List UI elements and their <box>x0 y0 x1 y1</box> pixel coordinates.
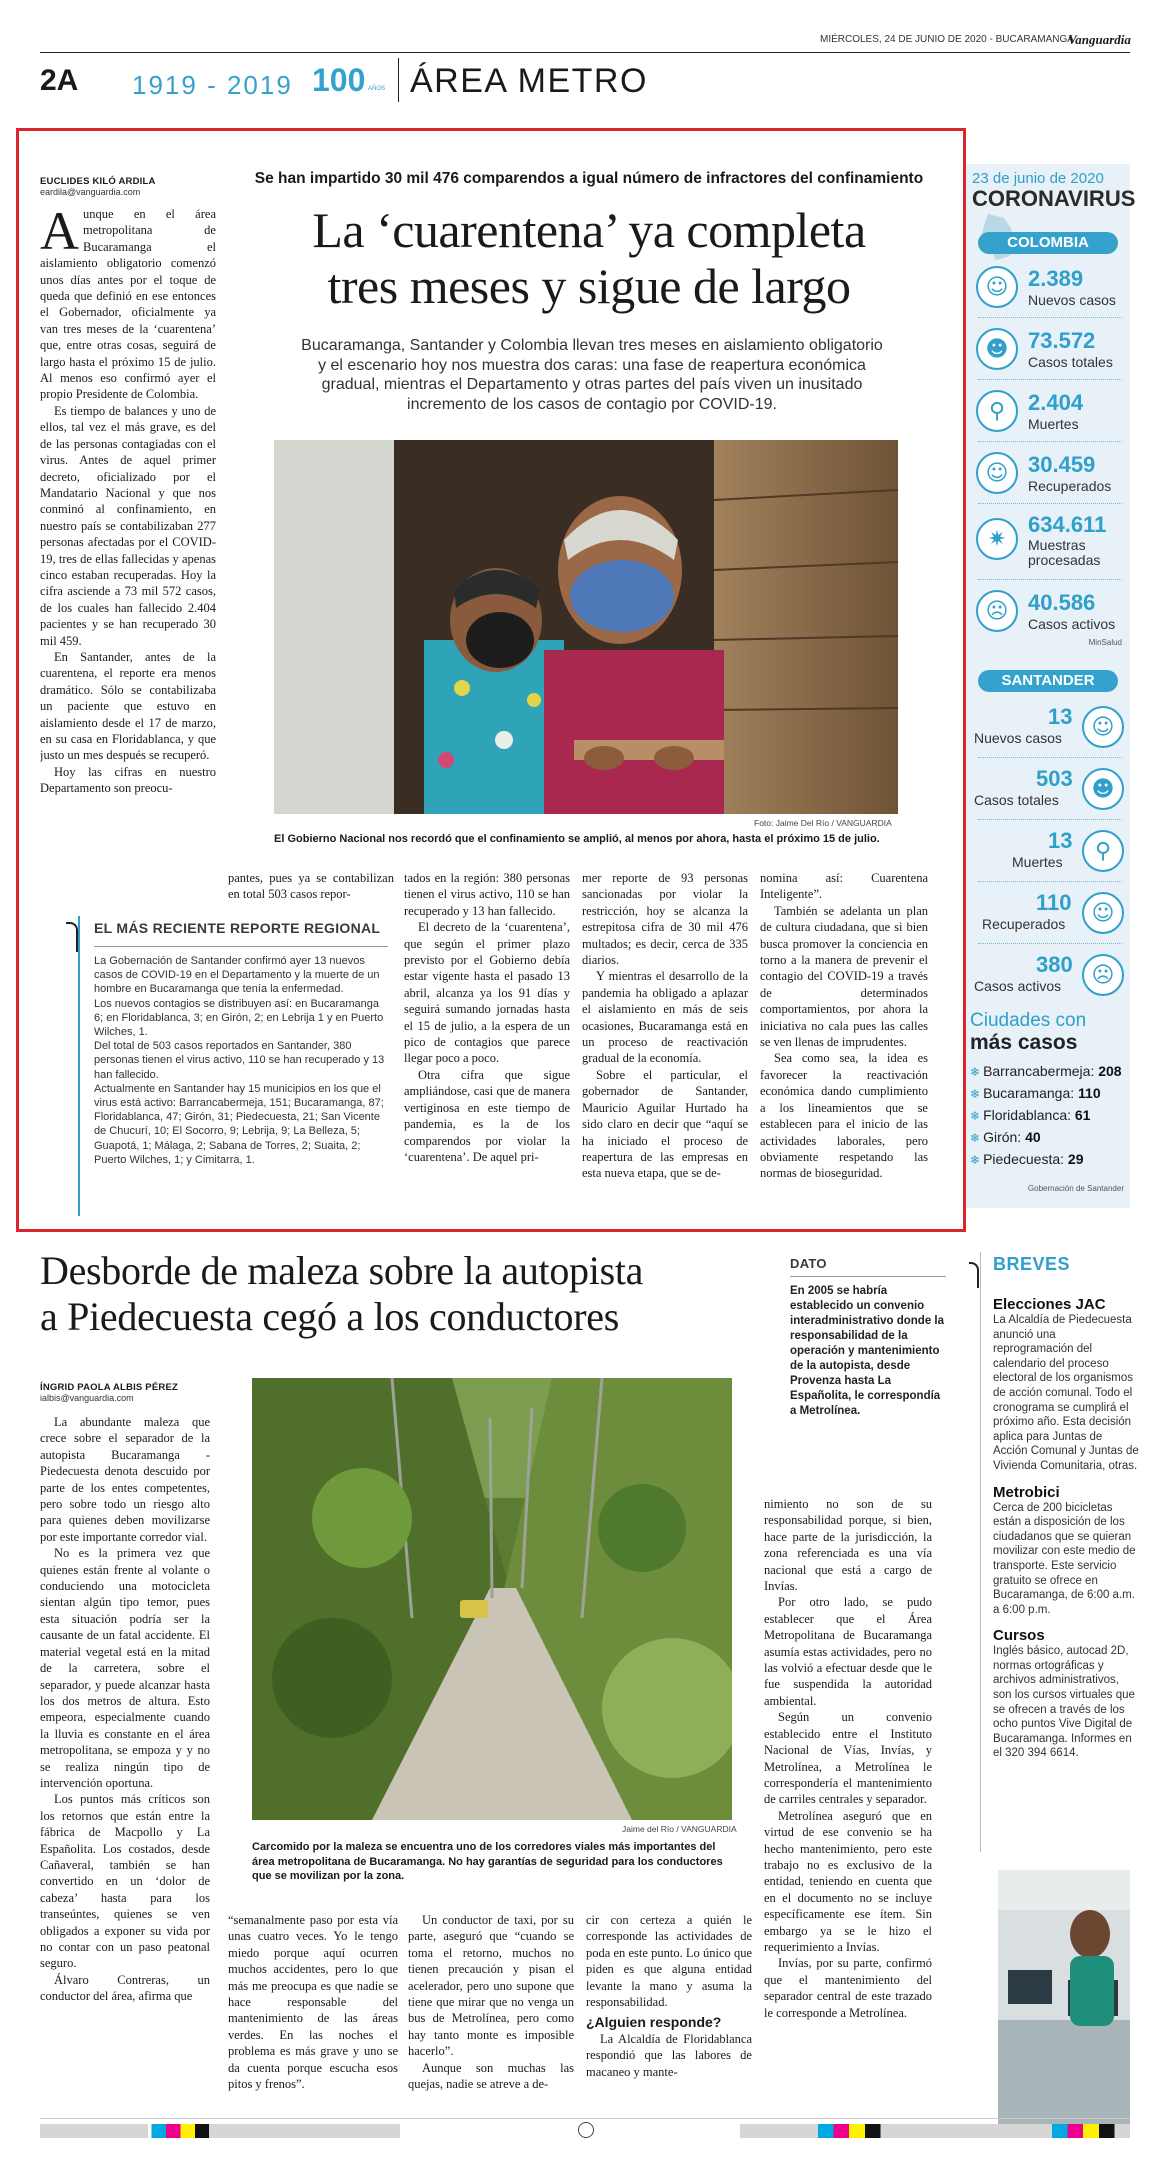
date-line: MIÉRCOLES, 24 DE JUNIO DE 2020 - BUCARAMANGA <box>820 34 1074 45</box>
colombia-stat-5: ☹ 40.586 Casos activos <box>972 582 1128 642</box>
dropcap: A <box>40 206 79 261</box>
masthead-divider <box>398 58 399 102</box>
main-photo-credit: Foto: Jaime Del Río / VANGUARDIA <box>754 818 892 828</box>
colombia-stat-3: ☺ 30.459 Recuperados <box>972 444 1128 504</box>
section-title: ÁREA METRO <box>410 62 648 100</box>
sick-person-icon: ☺ <box>1082 706 1124 748</box>
anniversary-sub: AÑOS <box>368 86 386 92</box>
main-deck: Bucaramanga, Santander y Colombia llevan tres meses en aislamiento obligatorio y el escenario hoy nos muestra dos caras: una fase de reapertura económica gradual, mientras el Departamento y otras partes del país viven un inusitado incremento de los casos de contagio por COVID-19. <box>301 337 883 413</box>
main-column-1: A unque en el área metropolitana de Bucaramanga el aislamiento obligatorio comenzó unos días antes por el toque de queda que definió en ese entonces el Gobernador, oficialmente ya van tres meses de la ‘cuarentena’ que, entre otras cosas, seguirá de largo hasta el próximo 15 de julio. Al menos eso confirmó ayer el propio Presidente de Colombia. Es tiempo de balances y uno de ellos, tal vez el más grave, es del de las personas contagiadas con el virus. Antes de aquel primer decreto, oficializado por el Mandatario Nacional y que nos conminó al confinamiento, en nuestro país se contabilizaban 277 personas afectadas por el COVID-19, tres de ellas fallecidas y apenas cinco estaban recuperadas. Hoy la cifra asciende a 73 mil 572 casos, de los cuales han fallecido 2.404 pacientes y se han recuperado 30 mil 459. En Santander, antes de la cuarentena, el reporte era menos dramático. Sólo se contabilizaba un paciente que estuvo en aislamiento desde el 17 de marzo, en su casa en Floridablanca, y que justo un mes después se recuperó. Hoy las cifras en nuestro Departamento son preocu- <box>40 206 216 796</box>
colombia-stat-4: ✷ 634.611 Muestras procesadas <box>972 506 1128 580</box>
regional-box-tick <box>66 922 78 952</box>
santander-stat-4: 380 Casos activos ☹ <box>972 946 1128 1006</box>
registration-mark-icon <box>578 2122 594 2138</box>
color-registration-bar-left <box>40 2124 400 2138</box>
years-label: 1919 - 2019 <box>132 70 293 100</box>
cities-list <box>970 1060 1126 1170</box>
main-kicker: Se han impartido 30 mil 476 comparendos a igual número de infractores del confinamiento <box>254 170 924 187</box>
feet-icon: ⚲ <box>1082 830 1124 872</box>
second-column-2: “semanalmente paso por esta vía unas cuatro veces. Yo le tengo miedo porque aquí ocurren muchos accidentes, pero lo que más me preocupa es que nadie se hace responsable del mantenimiento de las áreas verdes. En las noches el problema es más grave y uno se da cuenta porque escucha esos pitos y frenos”. <box>228 1913 398 2092</box>
santander-stat-0: 13 Nuevos casos ☺ <box>972 698 1128 758</box>
color-registration-bar-right <box>740 2124 1130 2138</box>
city-item: ❄ Barrancabermeja: 208 <box>970 1063 1122 1079</box>
breve-item: Elecciones JAC La Alcaldía de Piedecuesta anunció una reprogramación del calendario del proceso electoral de los organismos de acción comunal. Todo el cronograma se cumplirá el próximo año. Esta decisión aplica para Juntas de Acción Comunal y Juntas de Vivienda Comunitaria, otras. <box>993 1296 1139 1472</box>
main-column-3: tados en la región: 380 personas tienen el virus activo, 110 se han recuperado y 13 han fallecido. El decreto de la ‘cuarentena’, que según el primer plazo previsto por el Gobierno debía estar vigente hasta el pasado 13 abril, alcanza ya los 91 días y seguirá sumando jornadas hasta el 15 de julio, a la espera de un pico de contagios que parece llegar poco a poco. Otra cifra que sigue ampliándose, casi que de manera vertiginosa en este tiempo de pandemia, es la de los comparendos por violar la ‘cuarentena’. De aquel pri- <box>404 871 570 1164</box>
main-column-5: nomina así: Cuarentena Inteligente”. También se adelanta un plan de cultura ciudadana, que si bien busca promover la conciencia en torno a la manera de prevenir el contagio del COVID-19 a través de determinados comportamientos, por ahora la iniciativa no cala pues las calles se ven llenas de imprudentes. Sea como sea, la idea es favorecer la reactivación económica dando cumplimiento a los lineamientos que se establecen para el inicio de las actividades laborales, pero obviamente respetando las normas de bioseguridad. <box>760 871 928 1181</box>
masked-person-icon: ☻ <box>1082 768 1124 810</box>
snowflake-icon: ❄ <box>970 1153 981 1167</box>
fever-person-icon: ☹ <box>1082 954 1124 996</box>
snowflake-icon: ❄ <box>970 1131 981 1145</box>
road-photo-caption: Carcomido por la maleza se encuentra uno de los corredores viales más importantes del área metropolitana de Bucaramanga. No hay garantías de seguridad para los conductores que se movilizan por la zona. <box>252 1841 723 1882</box>
healthy-person-icon: ☺ <box>1082 892 1124 934</box>
colombia-stat-2: ⚲ 2.404 Muertes <box>972 382 1128 442</box>
second-headline: Desborde de maleza sobre la autopista a Piedecuesta cegó a los conductores <box>40 1248 644 1339</box>
coronavirus-sidebar <box>966 164 1136 1208</box>
regional-box-title: EL MÁS RECIENTE REPORTE REGIONAL <box>94 920 381 936</box>
santander-label: SANTANDER <box>978 670 1118 692</box>
second-subhead: ¿Alguien responde? <box>586 2014 722 2031</box>
breves-tick <box>969 1262 979 1288</box>
colombia-stat-0: ☺ 2.389 Nuevos casos <box>972 258 1128 318</box>
masthead-rule <box>40 52 1130 53</box>
brand-name: Vanguardia <box>1068 32 1131 47</box>
computer-lab-photo <box>998 1870 1130 2126</box>
sidebar-date: 23 de junio de 2020 <box>972 170 1104 187</box>
regional-box-text: La Gobernación de Santander confirmó ayer 13 nuevos casos de COVID-19 en el Departamento y la muerte de un hombre en Bucaramanga que tenía la enfermedad. Los nuevos contagios se distribuyen así: en Bucaramanga 6; en Floridablanca, 3; en Girón, 2; en Lebrija 1 y en Puerto Wilches, 1. Del total de 503 casos reportados en Santander, 380 personas tienen el virus activo, 110 se han recuperado y 13 han fallecido. Actualmente en Santander hay 15 municipios en los que el virus está activo: Barrancabermeja, 151; Bucaramanga, 87; Floridablanca, 47; Girón, 31; Piedecuesta, 21; San Vicente de Chucurí, 10; El Socorro, 9; Lebrija, 9; La Belleza, 5; Guapotá, 1; Málaga, 2; Sabana de Torres, 2; Suaita, 2; Puerto Wilches, 1; y Cimitarra, 1. <box>94 955 385 1166</box>
snowflake-icon: ❄ <box>970 1065 981 1079</box>
colombia-label: COLOMBIA <box>978 232 1118 254</box>
road-photo-credit: Jaime del Río / VANGUARDIA <box>622 1824 737 1834</box>
snowflake-icon: ❄ <box>970 1087 981 1101</box>
colombia-source: MinSalud <box>1088 638 1122 647</box>
cities-title: Ciudades con más casos <box>970 1010 1087 1054</box>
feet-icon: ⚲ <box>976 390 1018 432</box>
anniversary-logo <box>312 62 390 102</box>
main-column-4: mer reporte de 93 personas sancionadas por violar la restricción, hoy se alcanza la estrepitosa cifra de 30 mil 476 multados; es decir, cerca de 335 diarios. Y mientras el desarrollo de la pandemia ha obligado a aplazar el aislamiento en más de seis ocasiones, Bucaramanga está en un proceso de reactivación gradual de la economía. Sobre el particular, el gobernador de Santander, Mauricio Aguilar Hurtado ha sido claro en decir que “aquí se ha iniciado el proceso de reapertura de las empresas en esta nueva etapa, que se de- <box>582 871 748 1181</box>
fever-person-icon: ☹ <box>976 590 1018 632</box>
page-number: 2A <box>40 64 79 97</box>
city-item: ❄ Piedecuesta: 29 <box>970 1151 1084 1167</box>
second-column-4: cir con certeza a quién le corresponde las actividades de poda en este punto. Lo único que piden es que alguna entidad levante la mano y asuma la responsabilidad. ¿Alguien responde? La Alcaldía de Floridablanca respondió que las labores de macaneo y mante- <box>586 1913 752 2079</box>
virus-icon: ✷ <box>976 518 1018 560</box>
sick-person-icon: ☺ <box>976 266 1018 308</box>
regional-box-rule <box>94 946 388 947</box>
colombia-stat-1: ☻ 73.572 Casos totales <box>972 320 1128 380</box>
anniversary-number: 100 <box>312 62 366 98</box>
dato-label: DATO <box>790 1256 827 1271</box>
santander-stat-2: 13 Muertes ⚲ <box>972 822 1128 882</box>
second-column-5: nimiento no son de su responsabilidad porque, si bien, hace parte de la jurisdicción, la zona referenciada es una vía nacional que está a cargo de Invías. Por otro lado, se pudo establecer que el Área Metropolitana de Bucaramanga asumía estas actividades, pero no las volvió a efectuar desde que le fue suspendida la autoridad ambiental. Según un convenio establecido entre el Instituto Nacional de Vías, Invías, y Metrolínea, a Metrolínea le correspondería el mantenimiento de carriles centrales y separador. Metrolínea aseguró que en virtud de ese convenio se ha hecho mantenimiento, pero este trabajo no es exclusivo de la entidad, teniendo en cuenta que en el documento no se incluye específicamente ese ítem. Sin embargo ya se le hizo el requerimiento a Invías. Invías, por su parte, confirmó que el mantenimiento del separador central de este trazado le corresponde a Metrolínea. <box>764 1497 932 2020</box>
regional-report-box <box>78 916 394 1216</box>
city-item: ❄ Bucaramanga: 110 <box>970 1085 1101 1101</box>
dato-text: En 2005 se habría establecido un convenio interadministrativo donde la responsabilidad de la operación y mantenimiento de la autopista, desde Provenza hasta La Españolita, le correspondía a Metrolínea. <box>790 1285 944 1417</box>
main-photo <box>274 440 898 814</box>
second-column-1: La abundante maleza que crece sobre el separador de la autopista Bucaramanga - Piedecuesta denota descuido por parte de los entes competentes, pero sobre todo un riesgo alto para quienes deben movilizarse por este importante corredor vial. No es la primera vez que quienes están frente al volante o conduciendo una motocicleta sientan algún tipo temor, pues esta situación podría ser la causante de un fatal accidente. El material vegetal está en la mitad de la carretera, sobre el separador, y puede alcanzar hasta los dos metros de altura. Esto empeora, especialmente cuando la lluvia es constante en el área metropolitana, se empoza y y no se realiza ningún tipo de intervención oportuna. Los puntos más críticos son los retornos que están entre la fábrica de Macpollo y La Españolita. Los costados, desde Cañaveral, también se han convertido en un ‘dolor de cabeza’ hasta para los transeúntes, quienes se ven obligados a exponer su vida por no contar con un paso peatonal seguro. Álvaro Contreras, un conductor del área, afirma que <box>40 1415 210 2004</box>
breves-column <box>980 1252 1138 1852</box>
main-byline: EUCLIDES KILÓ ARDILA eardila@vanguardia.com <box>40 176 156 197</box>
sidebar-title: CORONAVIRUS <box>972 186 1136 211</box>
santander-stat-3: 110 Recuperados ☺ <box>972 884 1128 944</box>
dato-rule <box>790 1276 946 1277</box>
footer-rule <box>40 2118 1130 2119</box>
city-item: ❄ Floridablanca: 61 <box>970 1107 1091 1123</box>
cities-source: Gobernación de Santander <box>1027 1184 1124 1193</box>
breves-list <box>993 1286 1139 1761</box>
breves-label: BREVES <box>993 1254 1071 1274</box>
dato-box <box>790 1256 946 1456</box>
breve-item: Cursos Inglés básico, autocad 2D, normas ortográficas y archivos administrativos, son los cursos virtuales que se ofrecen a través de los ocho puntos Vive Digital de Bucaramanga. Informes en el 320 394 6614. <box>993 1627 1135 1760</box>
masked-person-icon: ☻ <box>976 328 1018 370</box>
main-column-2: pantes, pues ya se contabilizan en total 503 casos repor- <box>228 871 394 902</box>
healthy-person-icon: ☺ <box>976 452 1018 494</box>
second-column-3: Un conductor de taxi, por su parte, aseguró que “cuando se toma el retorno, muchos no tienen precaución y pisan el acelerador, pero uno supone que tiene que mirar que no venga un bus de Metrolínea, pero como hay tanto monte es imposible hacerlo”. Aunque son muchas las quejas, nadie se atreve a de- <box>408 1913 574 2092</box>
road-photo <box>252 1378 732 1820</box>
snowflake-icon: ❄ <box>970 1109 981 1123</box>
breve-item: Metrobici Cerca de 200 bicicletas están a disposición de los ciudadanos que se quieran movilizar con este medio de transporte. Este servicio gratuito se ofrece en Bucaramanga, de 6:00 a.m. a 6:00 p.m. <box>993 1483 1136 1616</box>
main-headline: La ‘cuarentena’ ya completa tres meses y sigue de largo <box>312 202 866 314</box>
second-byline: ÍNGRID PAOLA ALBIS PÉREZ ialbis@vanguardia.com <box>40 1382 178 1403</box>
santander-stat-1: 503 Casos totales ☻ <box>972 760 1128 820</box>
main-photo-caption: El Gobierno Nacional nos recordó que el confinamiento se amplió, al menos por ahora, hasta el próximo 15 de julio. <box>274 833 880 845</box>
city-item: ❄ Girón: 40 <box>970 1129 1041 1145</box>
